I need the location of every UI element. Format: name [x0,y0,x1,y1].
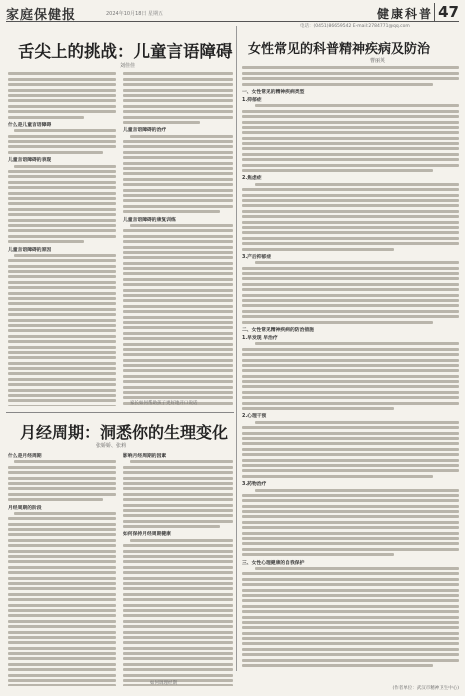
article3-subhead: 一、女性常见的精神疾病类型 [242,89,305,95]
article-divider [6,412,234,413]
article1-column-left [8,70,116,406]
section-title: 健康科普 [376,7,433,21]
article2-subhead: 月经周期的阶段 [8,505,42,511]
page-number: 47 [434,3,459,21]
issue-date: 2024年10月18日 星期五 [106,11,164,17]
article1-subhead: 儿童言语障碍的康复训练 [123,217,176,223]
article3-subhead: 1.抑郁症 [242,97,262,103]
article1-subhead: 儿童言语障碍的治疗 [123,128,167,134]
article2-closing: 如何调理经期 [150,681,177,686]
article3-subhead: 3.产后抑郁症 [242,254,272,260]
article1-title: 舌尖上的挑战：儿童言语障碍 [18,42,233,61]
article3-subhead: 2.焦虑症 [242,176,262,182]
article3-subhead: 二、女性常见精神疾病的防治措施 [242,327,314,333]
article3-byline: 曹丽英 [370,58,386,64]
article3-subhead: 3.药物治疗 [242,482,267,488]
article2-byline: 张娇娇、张莉 [96,443,127,449]
column-divider [236,26,237,671]
article1-closing: 家长如何帮助孩子更好地开口说话 [130,401,198,406]
page-header [6,4,459,22]
article1-subhead: 儿童言语障碍的原因 [8,247,52,253]
contact-line: 电话：(0451)86659542 E-mail:2784771@qq.com [300,24,410,29]
article2-column-left [8,450,116,686]
article2-subhead: 如何保持月经周期健康 [123,532,171,538]
article1-subhead: 儿童言语障碍的表现 [8,158,52,164]
article1-subhead: 什么是儿童言语障碍 [8,122,52,128]
article3-title: 女性常见的科普精神疾病及防治 [248,42,431,57]
article3-subhead: 1.早发现 早治疗 [242,335,278,341]
article1-column-right [123,70,233,406]
article2-title: 月经周期：洞悉你的生理变化 [20,423,229,442]
article3-subhead: 三、女性心理健康的自我保护 [242,560,305,566]
article2-column-right [123,450,233,686]
article2-subhead: 什么是月经周期 [8,454,42,459]
article1-byline: 刘佳佳 [120,63,136,69]
article3-body [242,64,459,674]
article3-author-unit: (作者单位：武汉市精神卫生中心) [392,686,459,691]
article3-subhead: 2.心理干预 [242,414,267,420]
article2-subhead: 影响月经周期的因素 [123,454,167,459]
newspaper-name: 家庭保健报 [6,8,77,23]
